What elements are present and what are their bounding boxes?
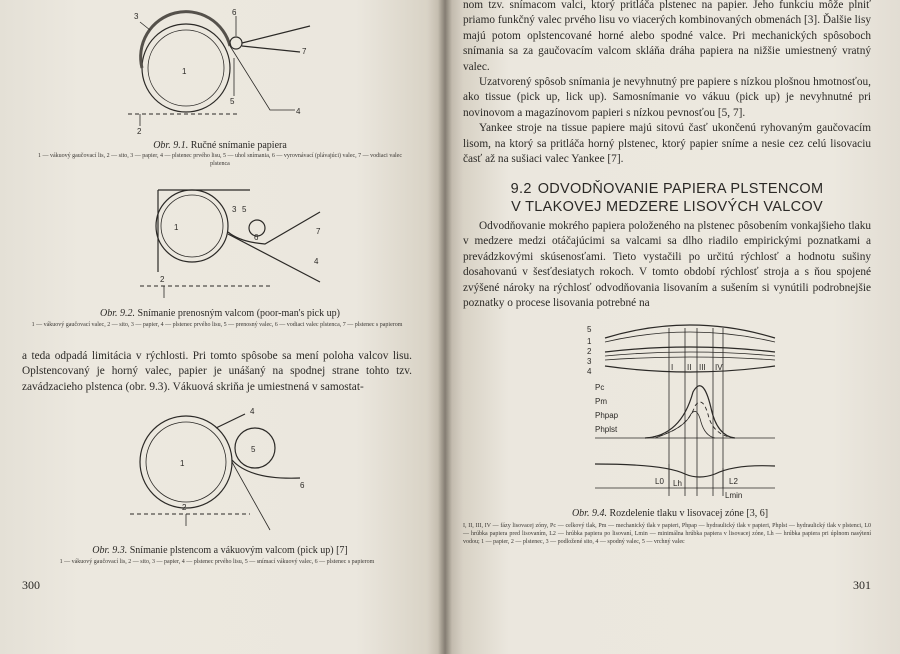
fig2-label-6: 6	[254, 233, 259, 242]
figure-9-2-number: Obr. 9.2.	[100, 308, 136, 319]
fig2-label-3: 3	[232, 205, 237, 214]
fig4-phase-I: I	[671, 363, 674, 372]
left-page-paragraph	[22, 349, 412, 395]
fig1-label-4: 4	[296, 107, 301, 116]
figure-9-4-number: Obr. 9.4.	[571, 508, 607, 519]
fig1-label-5: 5	[230, 97, 235, 106]
figure-9-2-title: Snímanie prenosným valcom (poor-man's pick up)	[137, 308, 340, 319]
fig2-label-1: 1	[174, 223, 179, 232]
figure-9-4-legend: I, II, III, IV — fázy lisovacej zóny, Pc — celkový tlak, Pm — mechanický tlak v papieri, Phpap — hydraulický tlak v papieri, Phplst — hydraulický tlak v plstenci, L0 — hrúbka papiera pred lisovaním, L2 — hrúbka papiera po lisovaní, Lmin — minimálna hrúbka papiera v lisovacej zóne, Lh — hrúbka papiera pri úplnom nasýtení vodou; 1 — papier, 2 — plstenec, 3 — podložené sito, 4 — spodný valec, 5 — vrchný valec	[463, 523, 871, 545]
fig4-left-label-1: 1	[587, 337, 592, 346]
figure-9-3-title: Snímanie plstencom a vákuovým valcom (pick up) [7]	[129, 545, 348, 556]
figure-9-1-caption	[60, 140, 380, 152]
left-page	[0, 0, 445, 654]
fig1-label-2: 2	[137, 127, 142, 134]
figure-9-3-drawing	[120, 400, 320, 540]
figure-9-3-legend: 1 — vákuový gaučovací lis, 2 — sito, 3 — papier, 4 — plstenec prvého lisu, 5 — snímací vákuový valec, 6 — plstenec s papierom	[59, 559, 375, 565]
fig4-left-label-4: 4	[587, 367, 592, 376]
fig1-label-3: 3	[134, 12, 139, 21]
figure-9-3-caption	[60, 545, 380, 557]
figure-9-4-caption	[505, 508, 835, 520]
figure-9-2-legend: 1 — vákuový gaučovací valec, 2 — sito, 3 — papier, 4 — plstenec prvého lisu, 5 — prenosný valec, 6 — vodiaci valec plstenca, 7 — plstenec s papierom	[31, 322, 403, 328]
book-gutter	[438, 0, 452, 654]
figure-9-3-number: Obr. 9.3.	[92, 545, 128, 556]
fig4-left-label-5: 5	[587, 325, 592, 334]
fig4-label-Lh: Lh	[673, 479, 682, 488]
figure-9-2-caption	[60, 308, 380, 320]
fig4-phase-III: III	[699, 363, 706, 372]
figure-9-1-number: Obr. 9.1.	[153, 140, 189, 151]
fig3-label-6: 6	[300, 481, 305, 490]
fig2-label-2: 2	[160, 275, 165, 284]
fig2-label-4: 4	[314, 257, 319, 266]
fig4-label-Pm: Pm	[595, 397, 607, 406]
page-number-right: 301	[853, 578, 871, 592]
fig3-label-4: 4	[250, 407, 255, 416]
figure-9-1	[120, 6, 320, 134]
fig1-label-7: 7	[302, 47, 307, 56]
fig4-label-Lmin: Lmin	[725, 491, 743, 500]
figure-9-4-drawing	[585, 318, 795, 503]
right-paragraph-3: Yankee stroje na tissue papiere majú sitovú časť ukončenú ryhovaným gaučovacím lisom, na ktorý sa pritláča horný plstenec, ktorý papier sníme a nesie cez celú lisovaciu časť až na sušiaci valec Yankee [7].	[463, 122, 871, 166]
figure-9-2	[120, 182, 340, 304]
right-paragraph-2: Uzatvorený spôsob snímania je nevyhnutný pre papiere s nízkou plošnou hmotnosťou, ako tissue (pick up, lick up). Samosnímanie vo vákuu (pick up) je nevyhnutné pri novinovom a magazínovom papieri s nízkou pevnosťou [5, 7].	[463, 76, 871, 119]
left-paragraph-text: a teda odpadá limitácia v rýchlosti. Pri tomto spôsobe sa mení poloha valcov lisu. Oplstencovaný je horný valec, papier je unášaný na spodnej strane tohto tzv. zavádzacieho plstenca (obr. 9.3). Vákuová skriňa je umiestnená v samostat-	[22, 350, 412, 393]
section-heading	[463, 180, 871, 216]
section-heading-number: 9.2	[510, 181, 532, 197]
fig4-phase-IV: IV	[715, 363, 723, 372]
fig3-label-2: 2	[182, 503, 187, 512]
fig4-label-Phplst: Phplst	[595, 425, 618, 434]
fig4-label-Phpap: Phpap	[595, 411, 619, 420]
figure-9-4	[585, 318, 795, 503]
section-heading-line-2: V TLAKOVEJ MEDZERE LISOVÝCH VALCOV	[511, 199, 823, 215]
figure-9-3	[120, 400, 320, 540]
figure-9-1-legend: 1 — vákuový gaučovací lis, 2 — sito, 3 — papier, 4 — plstenec prvého lisu, 5 — uhol snímania, 6 — vyrovnávací (plávajúci) valec, 7 — vodiaci valec plstenca	[37, 153, 402, 167]
right-paragraph-1: nom tzv. snímacom valci, ktorý pritláča plstenec na papier. Jeho funkciu môže plniť priamo funkčný valec prvého lisu vo viacerých kombinovaných obmenách [3]. Ďalšie lisy majú potom oplstencované horné alebo spodné valce. Pri mechanických spôsoboch snímania sa za gaučovacím valcom skláňa dráha papiera na nižšie umiestnený vratný valec.	[463, 0, 871, 73]
fig4-left-label-3: 3	[587, 357, 592, 366]
fig1-label-6: 6	[232, 8, 237, 17]
right-page-intro	[463, 0, 871, 167]
figure-9-1-title: Ručné snímanie papiera	[190, 140, 287, 151]
fig4-label-L0: L0	[655, 477, 664, 486]
right-page	[445, 0, 900, 654]
fig2-label-5: 5	[242, 205, 247, 214]
section-paragraph: Odvodňovanie mokrého papiera položeného na plstenec pôsobením vonkajšieho tlaku v medzere medzi otáčajúcimi sa valcami sa dlho riadilo empirickými poznatkami a prevádzkovými skúsenosťami. Tieto vystačili po určitú rýchlosť a hodnotu sušiny dosahovanú v šesťdesiatych rokoch. V tomto období rýchlosť stroja a s ňou spojené zvýšené nároky na rýchlosť odvodňovania lisovaním a sušením si vynútili podrobnejšie poznatky o procese lisovania potrebné na	[463, 220, 871, 310]
fig2-label-7: 7	[316, 227, 321, 236]
section-heading-line-1: ODVODŇOVANIE PAPIERA PLSTENCOM	[537, 181, 824, 197]
figure-9-2-drawing	[120, 182, 340, 304]
fig4-phase-II: II	[687, 363, 692, 372]
fig1-label-1: 1	[182, 67, 187, 76]
figure-9-1-drawing	[120, 6, 320, 134]
fig4-label-L2: L2	[729, 477, 738, 486]
fig3-label-1: 1	[180, 459, 185, 468]
section-body	[463, 219, 871, 311]
fig3-label-5: 5	[251, 445, 256, 454]
fig4-left-label-2: 2	[587, 347, 592, 356]
fig4-label-Pc: Pc	[595, 383, 605, 392]
figure-9-4-title: Rozdelenie tlaku v lisovacej zóne [3, 6]	[609, 508, 769, 519]
page-number-left: 300	[22, 578, 40, 592]
